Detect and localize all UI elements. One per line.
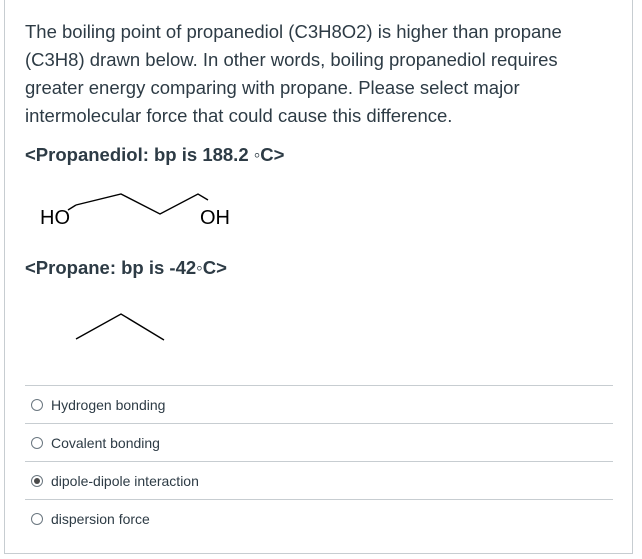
- answer-option[interactable]: [25, 423, 613, 461]
- radio-button-selected[interactable]: [31, 475, 43, 487]
- hydroxyl-right-label: OH: [200, 207, 230, 229]
- radio-button[interactable]: [31, 513, 43, 525]
- radio-button[interactable]: [31, 437, 43, 449]
- answer-label: dispersion force: [51, 510, 150, 527]
- answer-option[interactable]: [25, 499, 613, 537]
- propane-structure: [74, 312, 170, 344]
- propanediol-carbon-chain: [76, 194, 208, 214]
- propanediol-heading: <Propanediol: bp is 188.2 ◦C>: [25, 144, 285, 165]
- answer-label: dipole-dipole interaction: [51, 472, 199, 489]
- hydroxyl-left-label: HO: [40, 207, 70, 229]
- answer-label: Hydrogen bonding: [51, 396, 166, 413]
- propane-carbon-chain: [76, 314, 164, 340]
- answer-option[interactable]: [25, 385, 613, 423]
- answer-list: [25, 385, 613, 537]
- propanediol-structure: [38, 192, 248, 232]
- propane-heading: <Propane: bp is -42◦C>: [25, 257, 227, 278]
- radio-button[interactable]: [31, 399, 43, 411]
- answer-label: Covalent bonding: [51, 434, 160, 451]
- question-text: The boiling point of propanediol (C3H8O2) is higher than propane (C3H8) drawn below. In other words, boiling propanediol requires greater energy comparing with propane. Please select major intermolecular force that could cause this difference.: [25, 21, 562, 126]
- answer-option[interactable]: [25, 461, 613, 499]
